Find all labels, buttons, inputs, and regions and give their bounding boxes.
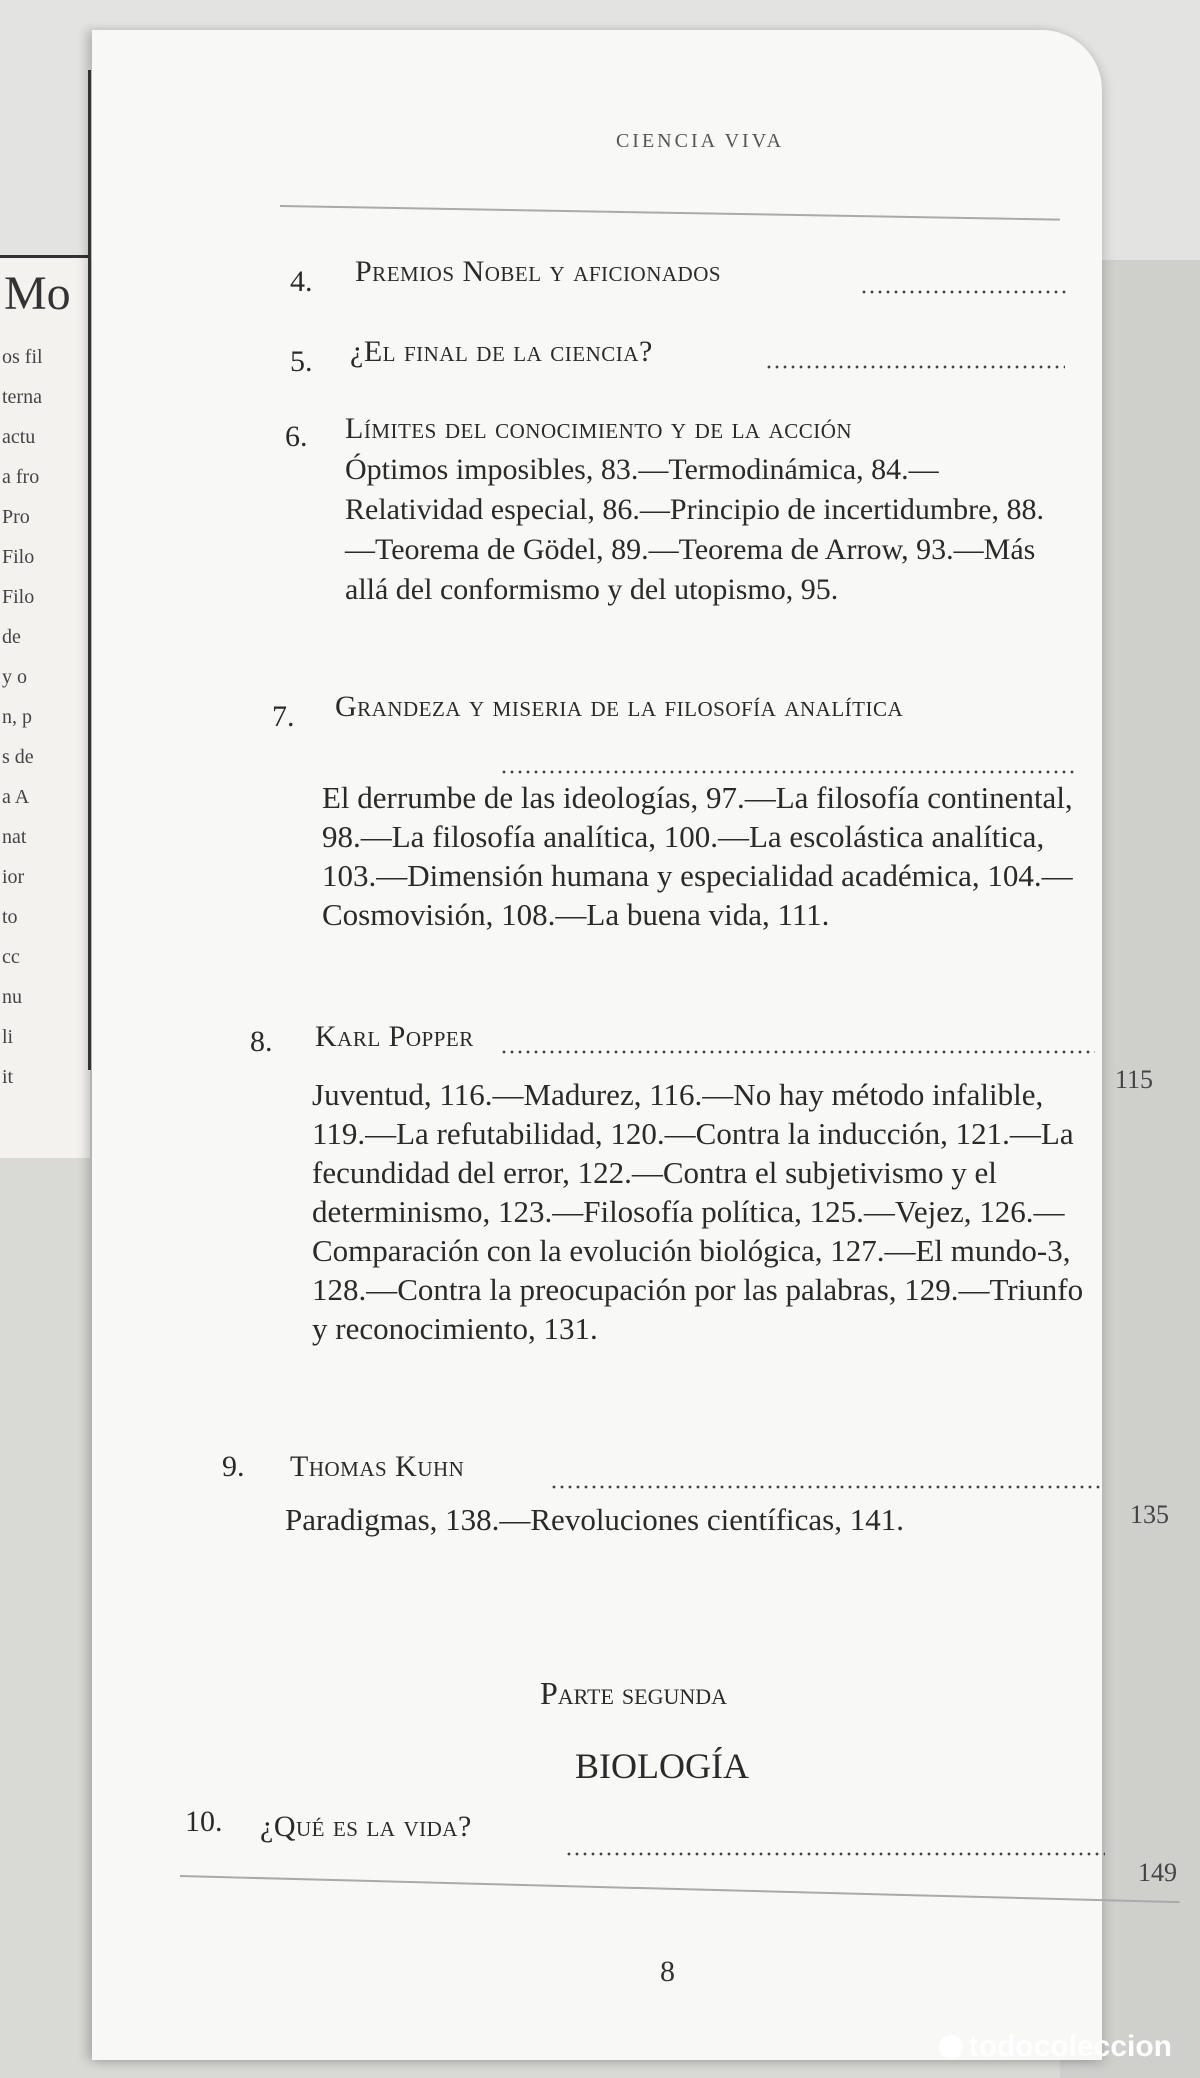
entry-number: 5. xyxy=(290,345,313,378)
section-title: BIOLOGÍA xyxy=(575,1746,749,1786)
back-page-line: s de xyxy=(2,746,34,768)
entry-number: 4. xyxy=(290,265,313,298)
back-page-line: to xyxy=(2,906,18,928)
entry-number: 8. xyxy=(250,1025,273,1058)
back-page-line: n, p xyxy=(2,706,32,728)
back-page-line: os fil xyxy=(2,346,43,368)
entry-title: ¿Qué es la vida? xyxy=(260,1810,472,1843)
back-page-line: actu xyxy=(2,426,36,448)
back-page-line: terna xyxy=(2,386,42,408)
entry-number: 10. xyxy=(185,1805,223,1838)
back-page-heading: Mo xyxy=(4,267,71,320)
back-page-line: it xyxy=(2,1066,14,1088)
background-book-page xyxy=(0,255,90,1158)
entry-number: 7. xyxy=(272,700,295,733)
entry-number: 6. xyxy=(285,420,308,453)
entry-title: Karl Popper xyxy=(315,1020,474,1053)
entry-subtitles: Óptimos imposibles, 83.—Termodinámica, 84.—Relatividad especial, 86.—Principio de incertidumbre, 88.—Teorema de Gödel, 89.—Teorema de Arrow, 93.—Más allá del conformismo y del utopismo, 95. xyxy=(345,453,1044,606)
leader-dots xyxy=(765,365,1065,369)
page-number: 135 xyxy=(1130,1500,1169,1529)
back-page-line: y o xyxy=(2,666,27,688)
back-page-line: cc xyxy=(2,946,20,968)
entry-subtitles: El derrumbe de las ideologías, 97.—La filosofía continental, 98.—La filosofía analítica, 100.—La escolástica analítica, 103.—Dimensión humana y especialidad académica, 104.—Cosmovisión, 108.—La buena vida, 111. xyxy=(322,780,1073,932)
entry-number: 9. xyxy=(222,1450,245,1483)
leader-dots xyxy=(500,770,1075,774)
part-label: Parte segunda xyxy=(540,1675,728,1711)
watermark-text: todocoleccion xyxy=(968,2030,1172,2063)
back-page-line: li xyxy=(2,1026,14,1048)
back-page-line: nu xyxy=(2,986,22,1008)
folio-number: 8 xyxy=(660,1955,675,1988)
leader-dots xyxy=(550,1485,1100,1489)
page-spine-edge xyxy=(88,70,91,1070)
page-number: 115 xyxy=(1115,1065,1154,1094)
entry-subtitles: Paradigmas, 138.—Revoluciones científicas, 141. xyxy=(285,1502,905,1537)
back-page-line: Filo xyxy=(2,586,35,608)
entry-subtitles: Juventud, 116.—Madurez, 116.—No hay método infalible, 119.—La refutabilidad, 120.—Contra la inducción, 121.—La fecundidad del error, 122.—Contra el subjetivismo y el determinismo, 123.—Filosofía política, 125.—Vejez, 126.—Comparación con la evolución biológica, 127.—El mundo-3, 128.—Contra la preocupación por las palabras, 129.—Triunfo y reconocimiento, 131. xyxy=(312,1077,1084,1346)
entry-title: Thomas Kuhn xyxy=(290,1450,465,1483)
back-page-line: Pro xyxy=(2,506,30,528)
back-page-line: a A xyxy=(2,786,30,808)
page-number: 149 xyxy=(1138,1858,1177,1887)
back-page-line: a fro xyxy=(2,466,40,488)
entry-title: Límites del conocimiento y de la acción xyxy=(345,412,853,445)
watermark xyxy=(939,2030,1172,2064)
back-page-line: Filo xyxy=(2,546,35,568)
leader-dots xyxy=(500,1050,1095,1054)
back-page-line: ior xyxy=(2,866,25,888)
leader-dots xyxy=(565,1852,1105,1856)
watermark-logo-icon xyxy=(939,2035,963,2059)
leader-dots xyxy=(860,290,1070,294)
entry-title: Premios Nobel y aficionados xyxy=(355,255,722,288)
running-head: CIENCIA VIVA xyxy=(615,130,785,152)
entry-title: Grandeza y miseria de la filosofía analítica xyxy=(335,690,904,723)
back-page-line: nat xyxy=(2,826,27,848)
entry-title: ¿El final de la ciencia? xyxy=(350,335,653,368)
back-page-line: de xyxy=(2,626,21,648)
